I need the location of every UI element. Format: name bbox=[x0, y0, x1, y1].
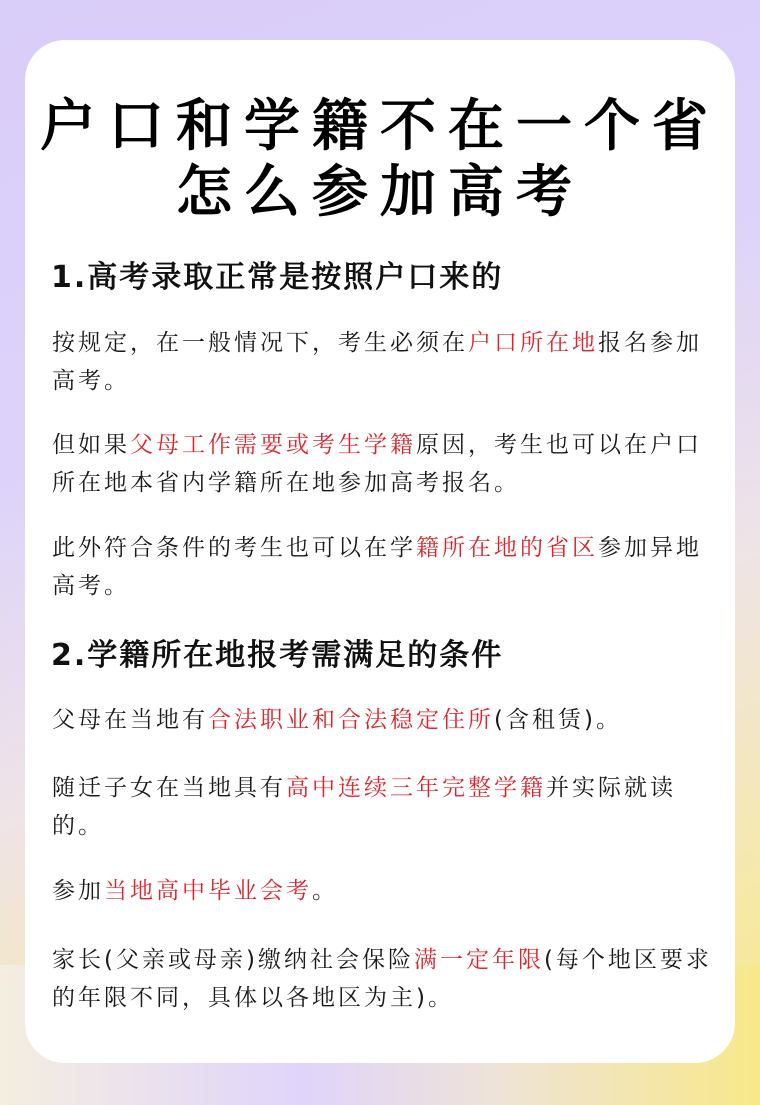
paragraph bbox=[52, 769, 717, 845]
text-segment: 随迁子女在当地具有 bbox=[52, 775, 286, 801]
text-segment: 家长(父亲或母亲)缴纳社会保险 bbox=[52, 947, 414, 973]
highlighted-text: 父母工作需要或考生学籍 bbox=[130, 432, 416, 458]
text-segment: 按规定，在一般情况下，考生必须在 bbox=[52, 330, 468, 356]
text-segment: 参加异地高考。 bbox=[52, 535, 702, 599]
highlighted-text: 户口所在地 bbox=[468, 330, 598, 356]
paragraph bbox=[52, 324, 717, 400]
paragraph bbox=[52, 426, 717, 502]
text-segment: (每个地区要求的年限不同，具体以各地区为主)。 bbox=[52, 947, 712, 1011]
paragraph bbox=[52, 701, 717, 739]
text-segment: 原因，考生也可以在户口所在地本省内学籍所在地参加高考报名。 bbox=[52, 432, 702, 496]
text-segment: 参加 bbox=[52, 878, 104, 904]
text-segment: 但如果 bbox=[52, 432, 130, 458]
highlighted-text: 合法职业和合法稳定住所 bbox=[208, 707, 494, 733]
section-2-heading: 2.学籍所在地报考需满足的条件 bbox=[51, 638, 504, 673]
page-title-line-1: 户口和学籍不在一个省 bbox=[40, 94, 720, 159]
text-segment: 报名参加高考。 bbox=[52, 330, 702, 394]
page-title-line-2: 怎么参加高考 bbox=[176, 160, 584, 225]
text-segment: (含租赁)。 bbox=[494, 707, 622, 733]
highlighted-text: 高中连续三年完整学籍 bbox=[286, 775, 546, 801]
highlighted-text: 当地高中毕业会考 bbox=[104, 878, 312, 904]
section-1-heading: 1.高考录取正常是按照户口来的 bbox=[51, 260, 504, 295]
highlighted-text: 满一定年限 bbox=[413, 947, 544, 973]
highlighted-text: 籍所在地的省区 bbox=[416, 535, 598, 561]
text-segment: 并实际就读的。 bbox=[52, 775, 676, 839]
content-card bbox=[25, 40, 735, 1063]
text-segment: 。 bbox=[312, 878, 338, 904]
paragraph bbox=[52, 872, 717, 910]
text-segment: 此外符合条件的考生也可以在学 bbox=[52, 535, 416, 561]
text-segment: 父母在当地有 bbox=[52, 707, 208, 733]
paragraph bbox=[52, 529, 717, 605]
paragraph bbox=[52, 941, 717, 1017]
